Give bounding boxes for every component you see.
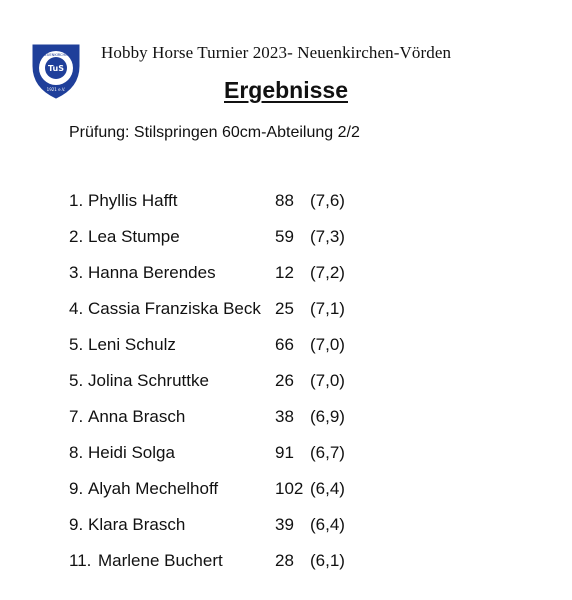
result-name: Heidi Solga: [88, 443, 175, 462]
logo-year: 1921 e.V.: [46, 87, 66, 92]
result-score: (6,4): [310, 515, 345, 534]
result-row: [69, 442, 489, 478]
result-row: [69, 334, 489, 370]
result-number: 12: [275, 263, 294, 282]
result-score: (6,7): [310, 443, 345, 462]
result-row: [69, 370, 489, 406]
result-score: (7,3): [310, 227, 345, 246]
result-name: Klara Brasch: [88, 515, 186, 534]
result-row: [69, 478, 489, 514]
result-name: Alyah Mechelhoff: [88, 479, 219, 498]
result-number: 39: [275, 515, 294, 534]
result-row: [69, 226, 489, 262]
result-rank: 11.: [69, 551, 92, 570]
result-number: 25: [275, 299, 294, 318]
result-row: [69, 262, 489, 298]
result-number: 66: [275, 335, 294, 354]
result-score: (6,4): [310, 479, 345, 498]
result-score: (7,1): [310, 299, 345, 318]
result-number: 88: [275, 191, 294, 210]
result-name: Lea Stumpe: [88, 227, 180, 246]
tournament-title: Hobby Horse Turnier 2023- Neuenkirchen-Vörden: [101, 43, 452, 62]
result-rank: 9.: [69, 479, 84, 498]
result-rank: 1.: [69, 191, 84, 210]
result-score: (7,6): [310, 191, 345, 210]
result-name: Anna Brasch: [88, 407, 186, 426]
result-rank: 5.: [69, 335, 84, 354]
result-row: [69, 514, 489, 550]
result-score: (7,2): [310, 263, 345, 282]
competition-subtitle: Prüfung: Stilspringen 60cm-Abteilung 2/2: [69, 124, 360, 141]
result-rank: 2.: [69, 227, 84, 246]
results-list: [69, 190, 489, 586]
result-row: [69, 550, 489, 586]
result-number: 26: [275, 371, 294, 390]
result-name: Phyllis Hafft: [88, 191, 178, 210]
result-rank: 5.: [69, 371, 84, 390]
result-row: [69, 406, 489, 442]
logo-ring-text: NEUENKIRCHEN: [41, 53, 71, 57]
result-row: [69, 190, 489, 226]
result-number: 91: [275, 443, 294, 462]
result-name: Leni Schulz: [88, 335, 176, 354]
result-rank: 8.: [69, 443, 84, 462]
result-number: 28: [275, 551, 294, 570]
result-name: Hanna Berendes: [88, 263, 216, 282]
result-number: 59: [275, 227, 294, 246]
result-rank: 3.: [69, 263, 84, 282]
result-rank: 7.: [69, 407, 84, 426]
result-name: Marlene Buchert: [98, 551, 223, 570]
result-number: 102: [275, 479, 304, 498]
result-name: Jolina Schruttke: [88, 371, 209, 390]
result-score: (6,1): [310, 551, 345, 570]
logo-initials: TuS: [47, 64, 65, 73]
result-rank: 9.: [69, 515, 84, 534]
result-row: [69, 298, 489, 334]
result-score: (6,9): [310, 407, 345, 426]
result-score: (7,0): [310, 371, 345, 390]
result-number: 38: [275, 407, 294, 426]
result-name: Cassia Franziska Beck: [88, 299, 261, 318]
result-score: (7,0): [310, 335, 345, 354]
page-heading: Ergebnisse: [224, 77, 348, 103]
result-rank: 4.: [69, 299, 84, 318]
